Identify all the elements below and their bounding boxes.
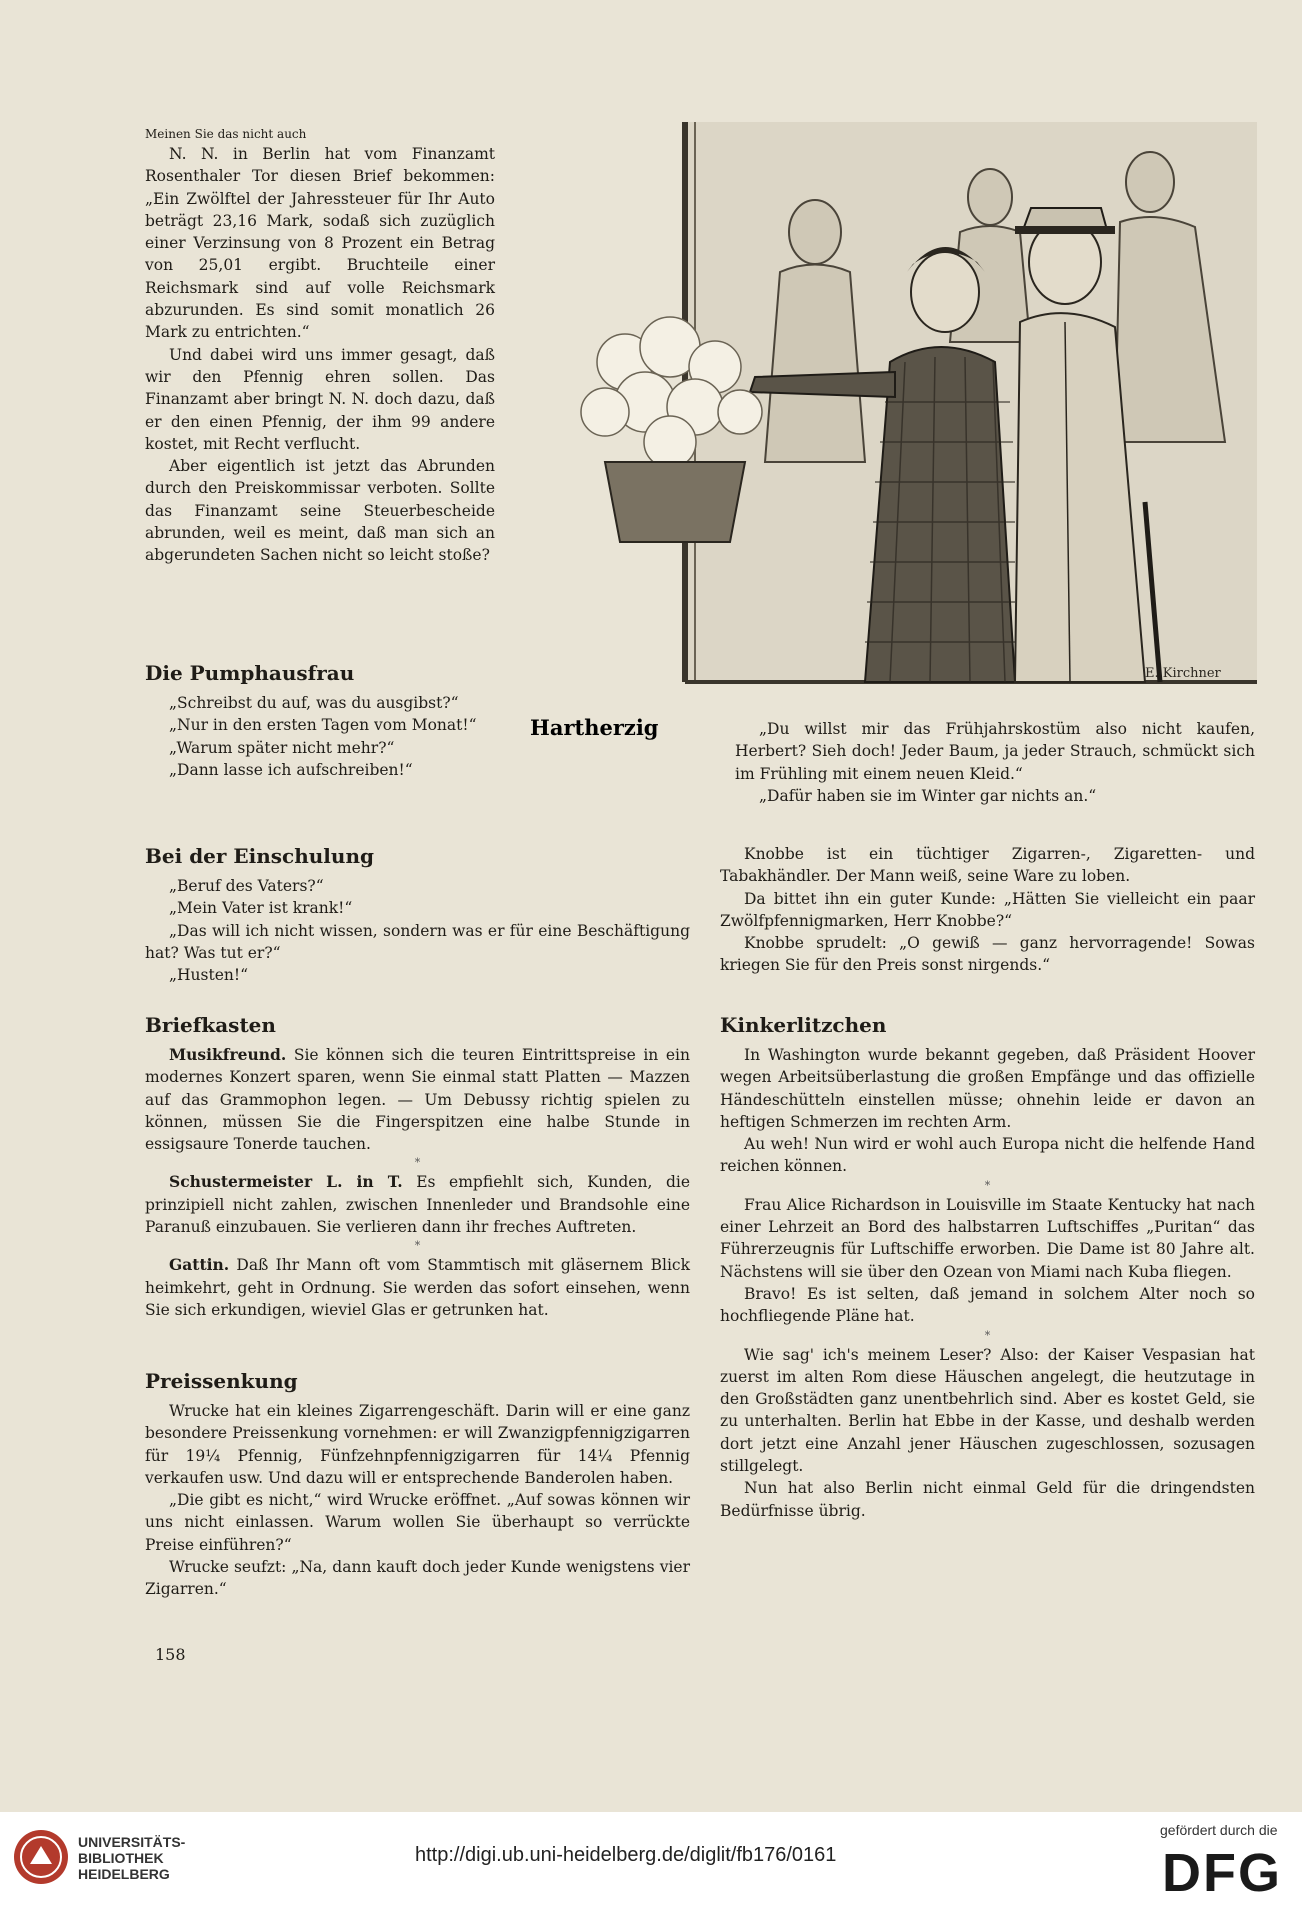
paragraph: Nun hat also Berlin nicht einmal Geld für die dringendsten Bedürfnisse übrig. bbox=[720, 1479, 1255, 1520]
entry-lead: Musikfreund. bbox=[169, 1045, 287, 1064]
separator: * bbox=[414, 1156, 421, 1170]
university-seal-icon bbox=[12, 1828, 70, 1886]
separator: * bbox=[984, 1328, 991, 1342]
library-line: UNIVERSITÄTS- bbox=[78, 1834, 186, 1850]
paragraph: Knobbe ist ein tüchtiger Zigarren-, Zigaretten- und Tabakhändler. Der Mann weiß, seine Ware zu loben. bbox=[720, 845, 1255, 886]
paragraph: Und dabei wird uns immer gesagt, daß wir den Pfennig ehren sollen. Das Finanzamt aber bringt N. N. doch dazu, daß er den einen Pfennig, der ihm 99 andere kostet, mit Recht verflucht. bbox=[145, 345, 495, 453]
dialog-line: „Das will ich nicht wissen, sondern was er für eine Beschäftigung hat? Was tut er?“ bbox=[145, 921, 690, 962]
entry-lead: Schustermeister L. in T. bbox=[169, 1172, 403, 1192]
sponsor-label: gefördert durch die bbox=[1160, 1822, 1278, 1838]
letter-entry bbox=[145, 1254, 690, 1321]
artist-signature: E. Kirchner bbox=[1145, 666, 1221, 681]
paragraph: „Dafür haben sie im Winter gar nichts an.“ bbox=[759, 786, 1097, 805]
footer-bar bbox=[0, 1812, 1302, 1907]
dfg-logo: DFG bbox=[1162, 1843, 1282, 1903]
left-top-column bbox=[145, 125, 495, 567]
paragraph: Au weh! Nun wird er wohl auch Europa nicht die helfende Hand reichen können. bbox=[720, 1135, 1255, 1176]
letter-entry bbox=[145, 1044, 690, 1155]
small-title: Meinen Sie das nicht auch bbox=[145, 127, 307, 141]
entry-text: Es empfiehlt sich, Kunden, die prinzipiell nicht zahlen, zwischen Innenleder und Brandsohle eine Paranuß einzubauen. Sie verlieren dann ihr freches Auftreten. bbox=[145, 1173, 690, 1237]
einschulung-section bbox=[145, 843, 690, 986]
pumphaus-section bbox=[145, 660, 505, 781]
library-line: BIBLIOTHEK bbox=[78, 1850, 164, 1866]
dialog-line: „Mein Vater ist krank!“ bbox=[169, 899, 353, 918]
hartherzig-text bbox=[735, 718, 1255, 807]
section-title: Kinkerlitzchen bbox=[720, 1013, 887, 1037]
dialog-line: „Beruf des Vaters?“ bbox=[169, 877, 324, 895]
paragraph: Aber eigentlich ist jetzt das Abrunden durch den Preiskommissar verboten. Sollte das Finanzamt seine Steuerbescheide abrunden, weil es meint, daß man sich an abgerundeten Sachen nicht so leicht stoße? bbox=[145, 457, 495, 565]
section-title: Briefkasten bbox=[145, 1013, 276, 1037]
library-name bbox=[78, 1834, 185, 1882]
entry-text: Sie können sich die teuren Eintrittspreise in ein modernes Konzert sparen, wenn Sie einmal statt Platten — Mazzen auf das Grammophon legen. — Um Debussy richtig spielen zu können, müssen Sie die Fingerspitzen eine halbe Stunde in essigsaure Tonerde tauchen. bbox=[145, 1046, 690, 1154]
dialog-line: „Husten!“ bbox=[169, 966, 249, 985]
paragraph: „Die gibt es nicht,“ wird Wrucke eröffnet. „Auf sowas können wir uns nicht einlassen. Warum wollen Sie überhaupt so verrückte Preise einführen?“ bbox=[145, 1491, 690, 1554]
paragraph: In Washington wurde bekannt gegeben, daß Präsident Hoover wegen Arbeitsüberlastung die großen Empfänge und das offizielle Händeschütteln einstellen müsse; ohnehin leide er davon an heftigen Schmerzen im rechten Arm. bbox=[720, 1046, 1255, 1131]
library-line: HEIDELBERG bbox=[78, 1866, 170, 1882]
separator: * bbox=[984, 1178, 991, 1192]
entry-text: Daß Ihr Mann oft vom Stammtisch mit gläsernem Blick heimkehrt, geht in Ordnung. Sie werden das sofort einsehen, wenn Sie sich erkundigen, wieviel Glas er getrunken hat. bbox=[145, 1256, 690, 1319]
letter-entry bbox=[145, 1171, 690, 1238]
section-title: Die Pumphausfrau bbox=[145, 661, 355, 685]
preissenkung-section bbox=[145, 1368, 690, 1601]
separator: * bbox=[414, 1239, 421, 1253]
dialog-line: „Nur in den ersten Tagen vom Monat!“ bbox=[169, 716, 477, 735]
section-title: Preissenkung bbox=[145, 1369, 298, 1393]
paragraph: Bravo! Es ist selten, daß jemand in solchem Alter noch so hochfliegende Pläne hat. bbox=[720, 1284, 1255, 1326]
illustration-shop-window bbox=[545, 122, 1257, 712]
section-title: Bei der Einschulung bbox=[145, 844, 374, 868]
hartherzig-title: Hartherzig bbox=[530, 715, 659, 740]
paragraph: N. N. in Berlin hat vom Finanzamt Rosenthaler Tor diesen Brief bekommen: „Ein Zwölftel der Jahressteuer für Ihr Auto beträgt 23,16 Mark, sodaß sich zuzüglich einer Verzinsung von 8 Prozent ein Betrag von 25,01 ergibt. Bruchteile einer Reichsmark sind auf volle Reichsmark abzurunden. Es sind somit monatlich 26 Mark zu entrichten.“ bbox=[145, 145, 495, 342]
permalink-url[interactable]: http://digi.ub.uni-heidelberg.de/diglit/fb176/0161 bbox=[415, 1844, 837, 1866]
dialog-line: „Schreibst du auf, was du ausgibst?“ bbox=[169, 694, 459, 712]
dialog-line: „Dann lasse ich aufschreiben!“ bbox=[169, 760, 413, 779]
paragraph: Da bittet ihn ein guter Kunde: „Hätten Sie vielleicht ein paar Zwölfpfennigmarken, Herr Knobbe?“ bbox=[720, 889, 1255, 930]
page-number: 158 bbox=[155, 1645, 186, 1664]
paragraph: Frau Alice Richardson in Louisville im Staate Kentucky hat nach einer Lehrzeit an Bord des halbstarren Luftschiffes „Puritan“ das Führerzeugnis für Luftschiffe erworben. Die Dame ist 80 Jahre alt. Nächstens will sie über den Ozean von Miami nach Kuba fliegen. bbox=[720, 1195, 1255, 1281]
paragraph: „Du willst mir das Frühjahrskostüm also nicht kaufen, Herbert? Sieh doch! Jeder Baum, ja jeder Strauch, schmückt sich im Frühling mit einem neuen Kleid.“ bbox=[735, 720, 1255, 783]
paragraph: Wrucke seufzt: „Na, dann kauft doch jeder Kunde wenigstens vier Zigarren.“ bbox=[145, 1558, 690, 1599]
dialog-line: „Warum später nicht mehr?“ bbox=[169, 738, 395, 757]
paragraph: Knobbe sprudelt: „O gewiß — ganz hervorragende! Sowas kriegen Sie für den Preis sonst nirgends.“ bbox=[720, 934, 1255, 975]
paragraph: Wrucke hat ein kleines Zigarrengeschäft. Darin will er eine ganz besondere Preissenkung vornehmen: er will Zwanzigpfennigzigarren für 19¼ Pfennig, Fünfzehnpfennigzigarren für 14¼ Pfennig verkaufen usw. Und dazu will er entsprechende Banderolen haben. bbox=[145, 1402, 690, 1487]
kinkerlitzchen-section bbox=[720, 1012, 1255, 1522]
knobbe-section bbox=[720, 843, 1255, 977]
paragraph: Wie sag' ich's meinem Leser? Also: der Kaiser Vespasian hat zuerst im alten Rom diese Häuschen angelegt, die heutzutage in den Großstädten ganz unentbehrlich sind. Aber es kostet Geld, sie zu unterhalten. Berlin hat Ebbe in der Kasse, und deshalb werden dort jetzt eine Anzahl jener Häuschen zugeschlossen, sozusagen stillgelegt. bbox=[720, 1345, 1255, 1476]
briefkasten-section bbox=[145, 1012, 690, 1321]
entry-lead: Gattin. bbox=[169, 1255, 230, 1275]
